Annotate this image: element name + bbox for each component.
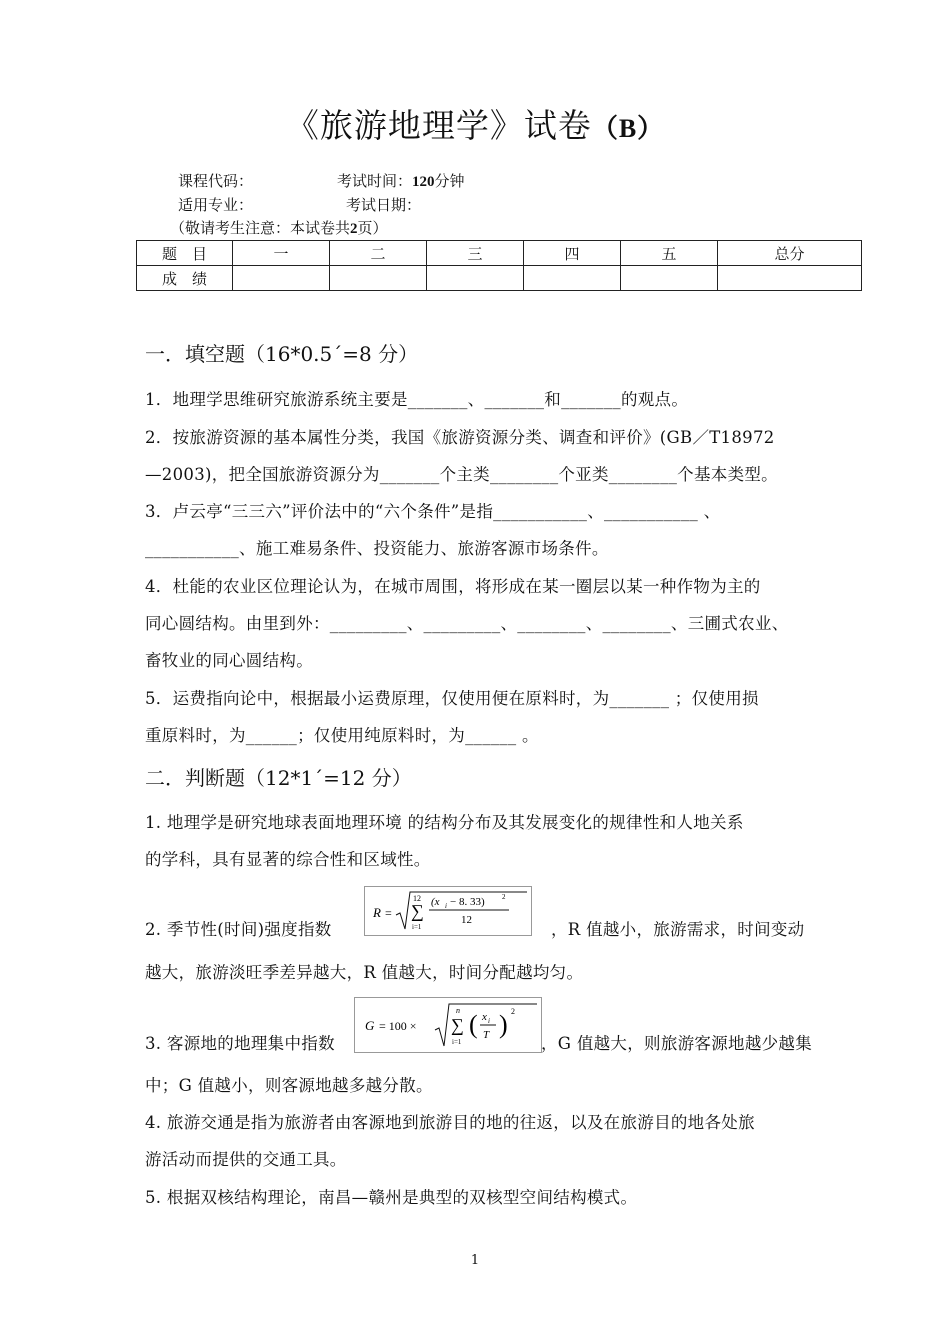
formula-r-svg xyxy=(365,887,531,935)
formula-r-lhs: R xyxy=(373,905,381,920)
title-variant: （B） xyxy=(591,114,665,143)
exam-date-label: 考试日期： xyxy=(346,196,422,214)
question-4-line2: 游活动而提供的交通工具。 xyxy=(145,1150,347,1169)
section1-title: 一．填空题（16*0.5´=8 分） xyxy=(145,342,419,366)
score-cell[interactable] xyxy=(427,266,524,291)
formula-r-sum-top: 12 xyxy=(413,894,421,903)
page-number: 1 xyxy=(470,1253,480,1268)
formula-r-power: 2 xyxy=(502,893,506,901)
formula-r-sum-bottom: i=1 xyxy=(412,923,422,931)
question-5: 5. 根据双核结构理论，南昌—赣州是典型的双核型空间结构模式。 xyxy=(145,1188,638,1207)
question-2-prefix: 2. 季节性(时间)强度指数 xyxy=(145,920,332,939)
question-3-prefix: 3. 客源地的地理集中指数 xyxy=(145,1034,335,1053)
exam-time-unit: 分钟 xyxy=(434,172,465,190)
formula-g-eq: = 100 × xyxy=(379,1019,417,1033)
major-label: 适用专业： xyxy=(178,196,254,214)
table-header-cell: 总分 xyxy=(718,241,862,266)
section1-line: ___________、施工难易条件、投资能力、旅游客源市场条件。 xyxy=(145,539,609,558)
question-3-line2: 中；G 值越小，则客源地越多越分散。 xyxy=(145,1076,433,1095)
formula-r-image xyxy=(364,886,532,936)
formula-g-sigma: ∑ xyxy=(451,1015,464,1035)
formula-g-numerator-sub: i xyxy=(488,1017,490,1025)
formula-g-lhs: G xyxy=(365,1018,375,1033)
formula-r-denominator: 12 xyxy=(461,914,472,926)
section1-line: —2003)，把全国旅游资源分为_______个主类________个亚类________个基本类型。 xyxy=(145,465,778,484)
section1-line: 重原料时，为______；仅使用纯原料时，为______ 。 xyxy=(145,726,539,745)
formula-r-eq: = xyxy=(385,906,392,920)
table-header-cell: 三 xyxy=(427,241,524,266)
table-header-cell: 题 目 xyxy=(137,241,233,266)
exam-time-value: 120 xyxy=(412,174,435,190)
score-cell[interactable] xyxy=(524,266,621,291)
formula-r-numerator-sub: i xyxy=(445,902,447,910)
section1-line: 3．卢云亭“三三六”评价法中的“六个条件”是指___________、___________ 、 xyxy=(145,502,721,521)
section1-line: 4．杜能的农业区位理论认为，在城市周围，将形成在某一圈层以某一种作物为主的 xyxy=(145,577,761,596)
score-table-score-row xyxy=(137,266,862,291)
question-3-suffix: ，G 值越大，则旅游客源地越少越集 xyxy=(541,1034,813,1053)
score-table-header-row xyxy=(137,241,862,266)
exam-time-label: 考试时间： xyxy=(337,172,413,190)
formula-g-svg xyxy=(355,998,541,1052)
notice-pages: 2 xyxy=(350,221,358,237)
exam-title xyxy=(0,100,950,147)
formula-g-denominator: T xyxy=(483,1029,490,1041)
question-1-line1: 1. 地理学是研究地球表面地理环境 的结构分布及其发展变化的规律性和人地关系 xyxy=(145,813,744,832)
formula-r-sigma: ∑ xyxy=(411,901,424,921)
formula-g-power: 2 xyxy=(511,1007,515,1016)
section1-line: 同心圆结构。由里到外：_________、_________、________、________、三圃式农业、 xyxy=(145,614,789,633)
formula-r-numerator-rest: − 8. 33) xyxy=(450,896,485,908)
table-row-label: 成 绩 xyxy=(137,266,233,291)
score-cell[interactable] xyxy=(621,266,718,291)
section1-line: 1．地理学思维研究旅游系统主要是_______、_______和_______的观点。 xyxy=(145,390,689,409)
question-1-line2: 的学科，具有显著的综合性和区域性。 xyxy=(145,850,431,869)
formula-g-sum-bottom: i=1 xyxy=(452,1038,462,1046)
score-cell[interactable] xyxy=(330,266,427,291)
course-code-label: 课程代码： xyxy=(178,172,254,190)
table-header-cell: 五 xyxy=(621,241,718,266)
section1-line: 5．运费指向论中，根据最小运费原理，仅使用便在原料时，为_______ ；仅使用损 xyxy=(145,689,759,708)
formula-g-image xyxy=(354,997,542,1053)
formula-g-paren-right: ) xyxy=(499,1010,508,1039)
table-header-cell: 二 xyxy=(330,241,427,266)
score-table xyxy=(136,240,862,291)
section1-line: 2．按旅游资源的基本属性分类，我国《旅游资源分类、调查和评价》(GB／T18972 xyxy=(145,428,775,447)
notice-prefix: （敬请考生注意：本试卷共 xyxy=(170,219,351,237)
table-header-cell: 四 xyxy=(524,241,621,266)
section1-line: 畜牧业的同心圆结构。 xyxy=(145,651,313,670)
formula-r-numerator: (x xyxy=(431,896,440,908)
formula-g-sum-top: n xyxy=(456,1006,460,1015)
formula-g-paren-left: ( xyxy=(469,1010,478,1039)
exam-time xyxy=(337,170,465,191)
score-cell[interactable] xyxy=(233,266,330,291)
question-4-line1: 4. 旅游交通是指为旅游者由客源地到旅游目的地的往返，以及在旅游目的地各处旅 xyxy=(145,1113,755,1132)
question-2-line2: 越大，旅游淡旺季差异越大，R 值越大，时间分配越均匀。 xyxy=(145,963,584,982)
notice-suffix: 页） xyxy=(357,219,388,237)
title-main: 《旅游地理学》试卷 xyxy=(285,106,592,145)
formula-g-numerator: x xyxy=(482,1011,487,1023)
score-cell[interactable] xyxy=(718,266,862,291)
table-header-cell: 一 xyxy=(233,241,330,266)
question-2-suffix: ，R 值越小，旅游需求，时间变动 xyxy=(551,920,805,939)
section2-title: 二．判断题（12*1´=12 分） xyxy=(145,766,412,790)
notice xyxy=(170,217,388,238)
